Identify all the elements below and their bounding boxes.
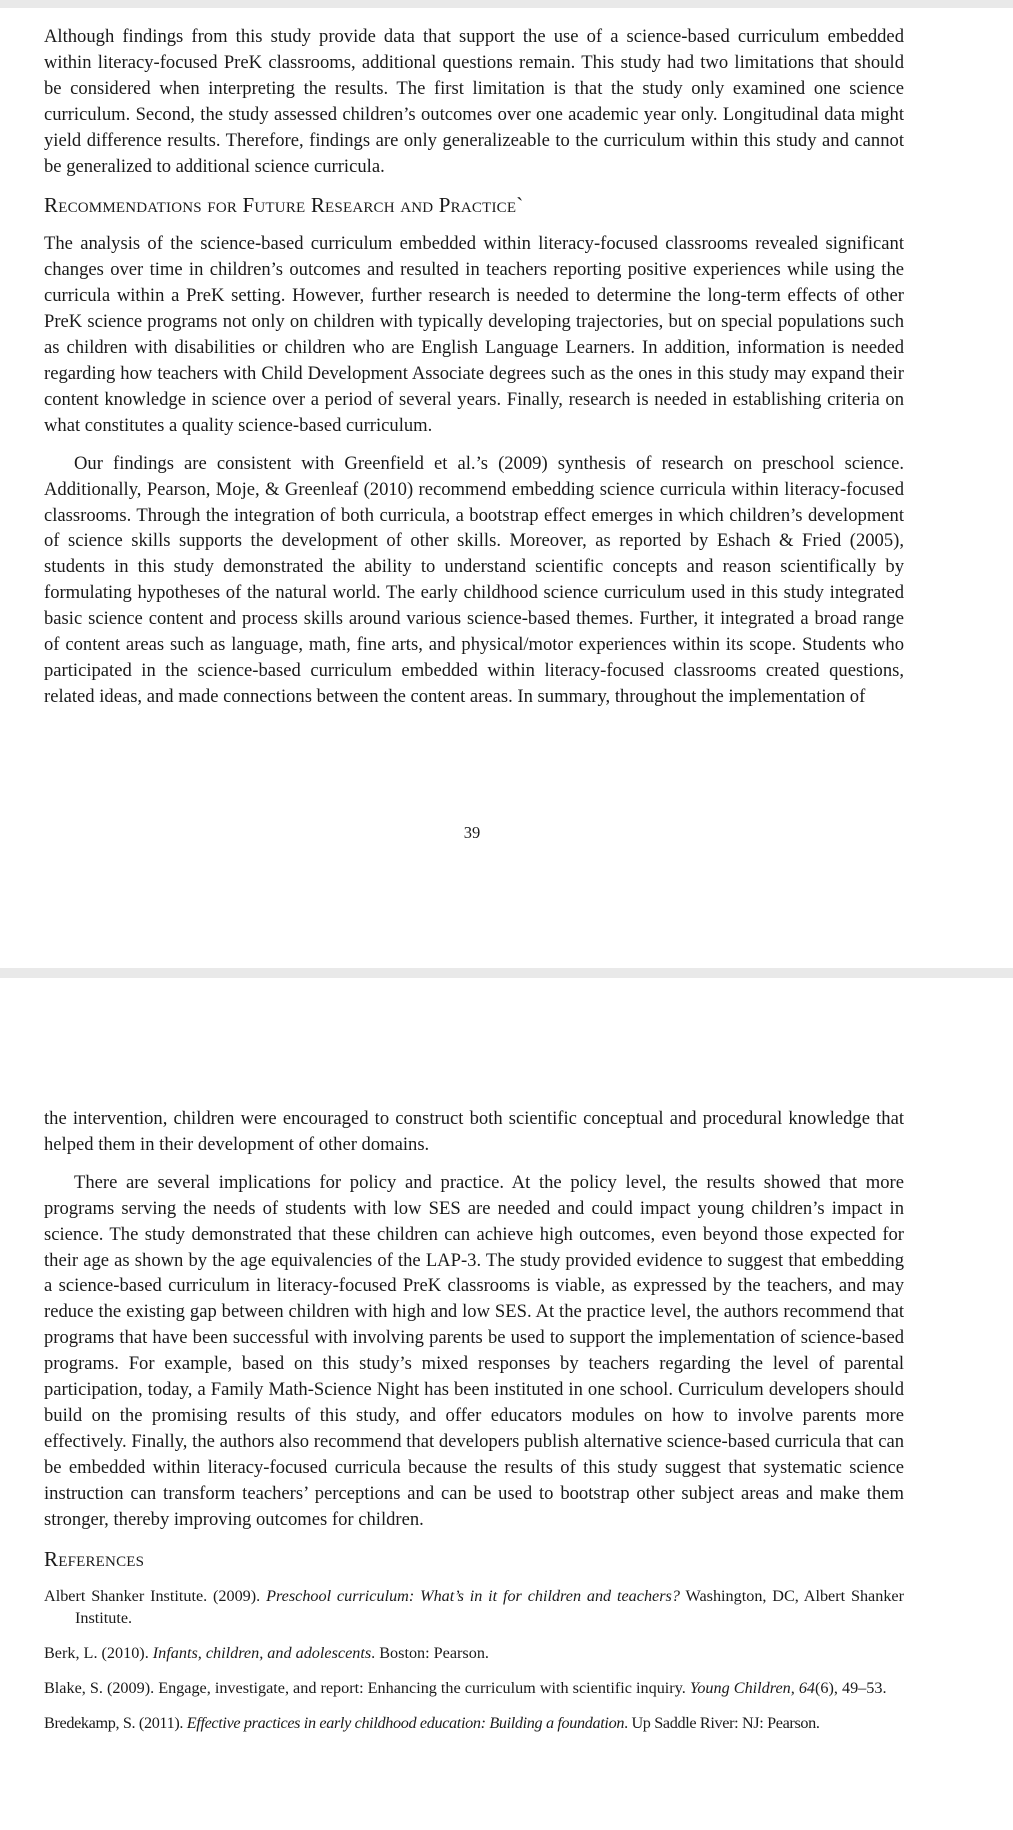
- page-content: [44, 1106, 904, 1747]
- document-page-40: [0, 978, 1013, 1830]
- limitations-paragraph: Although findings from this study provide data that support the use of a science-based curriculum embedded within literacy-focused PreK classrooms, additional questions remain. This study had two limitations that should be considered when interpreting the results. The first limitation is that the study only examined one science curriculum. Second, the study assessed children’s outcomes over one academic year only. Longitudinal data might yield difference results. Therefore, findings are only generalizeable to the curriculum within this study and cannot be generalized to additional science curricula.: [44, 26, 904, 177]
- page-content: [44, 24, 904, 722]
- recommendations-paragraph: The analysis of the science-based curriculum embedded within literacy-focused classrooms revealed significant changes over time in children’s outcomes and resulted in teachers reporting positive experiences while using the curricula within a PreK setting. However, further research is needed to determine the long-term effects of other PreK science programs not only on children with typically developing trajectories, but on special populations such as children with disabilities or children who are English Language Learners. In addition, information is needed regarding how teachers with Child Development Associate degrees such as the ones in this study may expand their content knowledge in science over a period of several years. Finally, research is needed in establishing criteria on what constitutes a quality science-based curriculum.: [44, 233, 904, 436]
- implications-paragraph: There are several implications for policy and practice. At the policy level, the results showed that more programs serving the needs of students with low SES are needed and could impact young children’s impact in science. The study demonstrated that these children can achieve high outcomes, even beyond those expected for their age as shown by the age equivalencies of the LAP-3. The study provided evidence to suggest that embedding a science-based curriculum in literacy-focused PreK classrooms is viable, as expressed by the teachers, and may reduce the existing gap between children with high and low SES. At the practice level, the authors recommend that programs that have been successful with involving parents be used to support the implementation of science-based programs. For example, based on this study’s mixed responses by teachers regarding the level of parental participation, today, a Family Math-Science Night has been instituted in one school. Curriculum developers should build on the promising results of this study, and offer educators modules on how to involve parents more effectively. Finally, the authors also recommend that developers publish alternative science-based curricula that can be embedded within literacy-focused curricula because the results of this study suggest that systematic science instruction can transform teachers’ perceptions and can be used to bootstrap other subject areas and make them stronger, thereby improving outcomes for children.: [44, 1171, 904, 1530]
- section-heading-references: References: [44, 1546, 145, 1571]
- document-page-39: [0, 8, 1013, 968]
- section-heading-recommendations: Recommendations for Future Research and Practice`: [44, 193, 524, 218]
- findings-paragraph: Our findings are consistent with Greenfield et al.’s (2009) synthesis of research on preschool science. Additionally, Pearson, Moje, & Greenleaf (2010) recommend embedding science curricula within literacy-focused classrooms. Through the integration of both curricula, a bootstrap effect emerges in which children’s development of science skills supports the development of other skills. Moreover, as reported by Eshach & Fried (2005), students in this study demonstrated the ability to understand scientific concepts and reason scientifically by formulating hypotheses of the natural world. The early childhood science curriculum used in this study integrated basic science content and process skills around various science-based themes. Further, it integrated a broad range of content areas such as language, math, fine arts, and physical/motor experiences within its scope. Students who participated in the science-based curriculum embedded within literacy-focused classrooms created questions, related ideas, and made connections between the content areas. In summary, throughout the implementation of: [44, 452, 904, 707]
- page-number: 39: [463, 823, 481, 842]
- reference-item: Albert Shanker Institute. (2009). Preschool curriculum: What’s in it for children and teachers? Washington, DC, Albert Shanker Institute.: [44, 1586, 905, 1627]
- reference-list: [44, 1585, 904, 1734]
- continued-paragraph: the intervention, children were encouraged to construct both scientific conceptual and procedural knowledge that helped them in their development of other domains.: [44, 1108, 904, 1155]
- reference-item: Blake, S. (2009). Engage, investigate, and report: Enhancing the curriculum with scientific inquiry. Young Children, 64(6), 49–53.: [44, 1678, 887, 1697]
- reference-item: Berk, L. (2010). Infants, children, and adolescents. Boston: Pearson.: [44, 1643, 489, 1662]
- reference-item: Bredekamp, S. (2011). Effective practices in early childhood education: Building a foundation. Up Saddle River: NJ: Pearson.: [44, 1713, 820, 1732]
